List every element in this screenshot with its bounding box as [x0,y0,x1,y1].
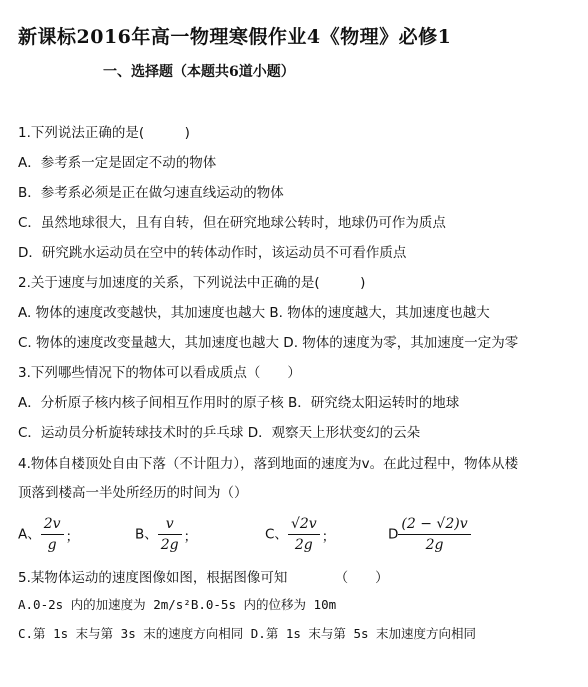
question-2-options-cd: C. 物体的速度改变量越大，其加速度也越大 D. 物体的速度为零，其加速度一定为零 [18,335,519,351]
option-label: D [388,526,399,543]
question-4-option-d [388,516,473,553]
fraction-denominator: g [47,537,57,553]
fraction-numerator: √2v [288,516,320,535]
formula-fraction [398,516,470,553]
option-label: B、 [135,526,158,543]
option-separator: ； [321,528,336,545]
question-4-option-b [135,516,197,553]
question-5-options-ab: A.0-2s 内的加速度为 2m/s²B.0-5s 内的位移为 10m [18,597,337,612]
question-5-stem: 5.某物体运动的速度图像如图，根据图像可知 （ ） [18,570,389,586]
question-3-options-cd: C．运动员分析旋转球技术时的乒乓球 D．观察天上形状变幻的云朵 [18,425,421,441]
formula-fraction [288,516,320,553]
option-separator: ； [183,528,198,545]
question-1-stem: 1.下列说法正确的是( ) [18,125,190,141]
question-1-option-a: A．参考系一定是固定不动的物体 [18,155,217,171]
fraction-numerator: (2 − √2)v [398,516,470,535]
question-4-stem-line-1: 4.物体自楼顶处自由下落（不计阻力），落到地面的速度为v。在此过程中，物体从楼 [18,456,519,472]
section-heading: 一、选择题（本题共6道小题） [103,64,295,80]
formula-fraction [158,516,182,553]
fraction-denominator: 2g [160,537,179,553]
fraction-denominator: 2g [425,537,444,553]
question-1-option-b: B．参考系必须是正在做匀速直线运动的物体 [18,185,284,201]
fraction-numerator: 2v [41,516,64,535]
question-5-options-cd: C.第 1s 末与第 3s 末的速度方向相同 D.第 1s 末与第 5s 末加速度方向相同 [18,626,477,641]
option-label: C、 [265,526,288,543]
formula-fraction [41,516,64,553]
option-label: A、 [18,526,41,543]
question-2-options-ab: A. 物体的速度改变越快，其加速度也越大 B. 物体的速度越大，其加速度也越大 [18,305,490,321]
question-3-options-ab: A．分析原子核内核子间相互作用时的原子核 B．研究绕太阳运转时的地球 [18,395,460,411]
question-1-option-c: C．虽然地球很大，且有自转，但在研究地球公转时，地球仍可作为质点 [18,215,446,231]
question-2-stem: 2.关于速度与加速度的关系，下列说法中正确的是( ) [18,275,366,291]
question-3-stem: 3.下列哪些情况下的物体可以看成质点（ ） [18,365,301,381]
question-4-stem-line-2: 顶落到楼高一半处所经历的时间为（） [18,485,248,501]
question-4-option-a [18,516,79,553]
fraction-numerator: v [158,516,182,535]
page-title: 新课标2016年高一物理寒假作业4《物理》必修1 [18,26,452,48]
question-1-option-d: D．研究跳水运动员在空中的转体动作时，该运动员不可看作质点 [18,245,407,261]
fraction-denominator: 2g [294,537,313,553]
question-4-option-c [265,516,335,553]
option-separator: ； [65,528,80,545]
